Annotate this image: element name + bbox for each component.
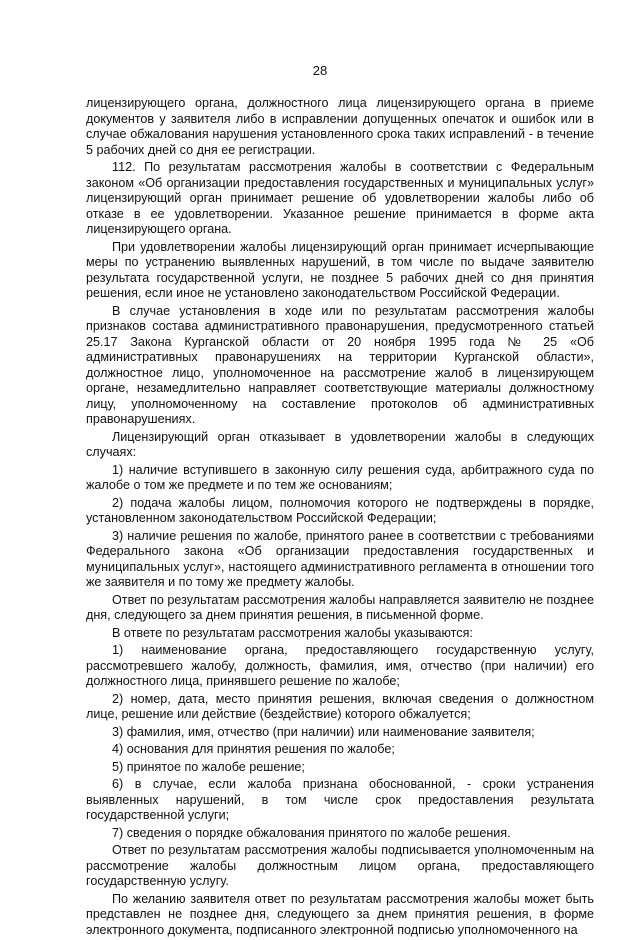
- paragraph: При удовлетворении жалобы лицензирующий орган принимает исчерпывающие меры по устранению выявленных нарушений, в том числе по выдаче заявителю результата государственной услуги, не позднее 5 рабочих дней со дня принятия решения, если иное не установлено законодательством Российской Федерации.: [86, 239, 594, 300]
- paragraph: В случае установления в ходе или по результатам рассмотрения жалобы признаков состава административного правонарушения, предусмотренного статьей 25.17 Закона Курганской области от 20 ноября 1995 года № 25 «Об административных правонарушениях на территории Курганской области», должностное лицо, уполномоченное на рассмотрение жалоб в лицензирующем органе, незамедлительно направляет соответствующие материалы должностному лицу, уполномоченному на составление протоколов об административных правонарушениях.: [86, 303, 594, 426]
- list-item: 5) принятое по жалобе решение;: [112, 759, 305, 774]
- paragraph: В ответе по результатам рассмотрения жалобы указываются:: [112, 625, 473, 640]
- paragraph-continuation: лицензирующего органа, должностного лица лицензирующего органа в приеме документов у заявителя либо в исправлении допущенных опечаток и ошибок или в случае обжалования нарушения установленного срока таких исправлений - в течение 5 рабочих дней со дня ее регистрации.: [86, 96, 594, 157]
- paragraph: Ответ по результатам рассмотрения жалобы подписывается уполномоченным на рассмотрение жалобы должностным лицом органа, предоставляющего государственную услугу.: [86, 843, 594, 888]
- list-item: 3) наличие решения по жалобе, принятого ранее в соответствии с требованиями Федерального закона «Об организации предоставления государственных и муниципальных услуг», настоящего административного регламента в отношении того же заявителя и по тому же предмету жалобы.: [86, 528, 594, 589]
- document-body: [86, 96, 594, 940]
- list-item: 1) наличие вступившего в законную силу решения суда, арбитражного суда по жалобе о том же предмете и по тем же основаниям;: [86, 462, 594, 492]
- paragraph: По желанию заявителя ответ по результатам рассмотрения жалобы может быть представлен не позднее дня, следующего за днем принятия решения, в форме электронного документа, подписанного электронной подписью уполномоченного на: [86, 891, 594, 937]
- paragraph-clause-112: 112. По результатам рассмотрения жалобы в соответствии с Федеральным законом «Об организации предоставления государственных и муниципальных услуг» лицензирующий орган принимает решение об удовлетворении жалобы либо об отказе в ее удовлетворении. Указанное решение принимается в форме акта лицензирующего органа.: [86, 160, 594, 236]
- list-item: 2) подача жалобы лицом, полномочия которого не подтверждены в порядке, установленном законодательством Российской Федерации;: [86, 495, 594, 525]
- list-item: 3) фамилия, имя, отчество (при наличии) или наименование заявителя;: [112, 724, 535, 739]
- list-item: 2) номер, дата, место принятия решения, включая сведения о должностном лице, решение или действие (бездействие) которого обжалуется;: [86, 691, 594, 721]
- list-item: 7) сведения о порядке обжалования принятого по жалобе решения.: [112, 825, 511, 840]
- paragraph: Ответ по результатам рассмотрения жалобы направляется заявителю не позднее дня, следующего за днем принятия решения, в письменной форме.: [86, 592, 594, 622]
- list-item: 6) в случае, если жалоба признана обоснованной, - сроки устранения выявленных нарушений, в том числе срок предоставления результата государственной услуги;: [86, 777, 594, 822]
- paragraph: Лицензирующий орган отказывает в удовлетворении жалобы в следующих случаях:: [86, 429, 594, 459]
- page-number: 28: [312, 63, 328, 78]
- list-item: 1) наименование органа, предоставляющего государственную услугу, рассмотревшего жалобу, должность, фамилия, имя, отчество (при наличии) его должностного лица, принявшего решение по жалобе;: [86, 643, 594, 688]
- list-item: 4) основания для принятия решения по жалобе;: [112, 742, 395, 756]
